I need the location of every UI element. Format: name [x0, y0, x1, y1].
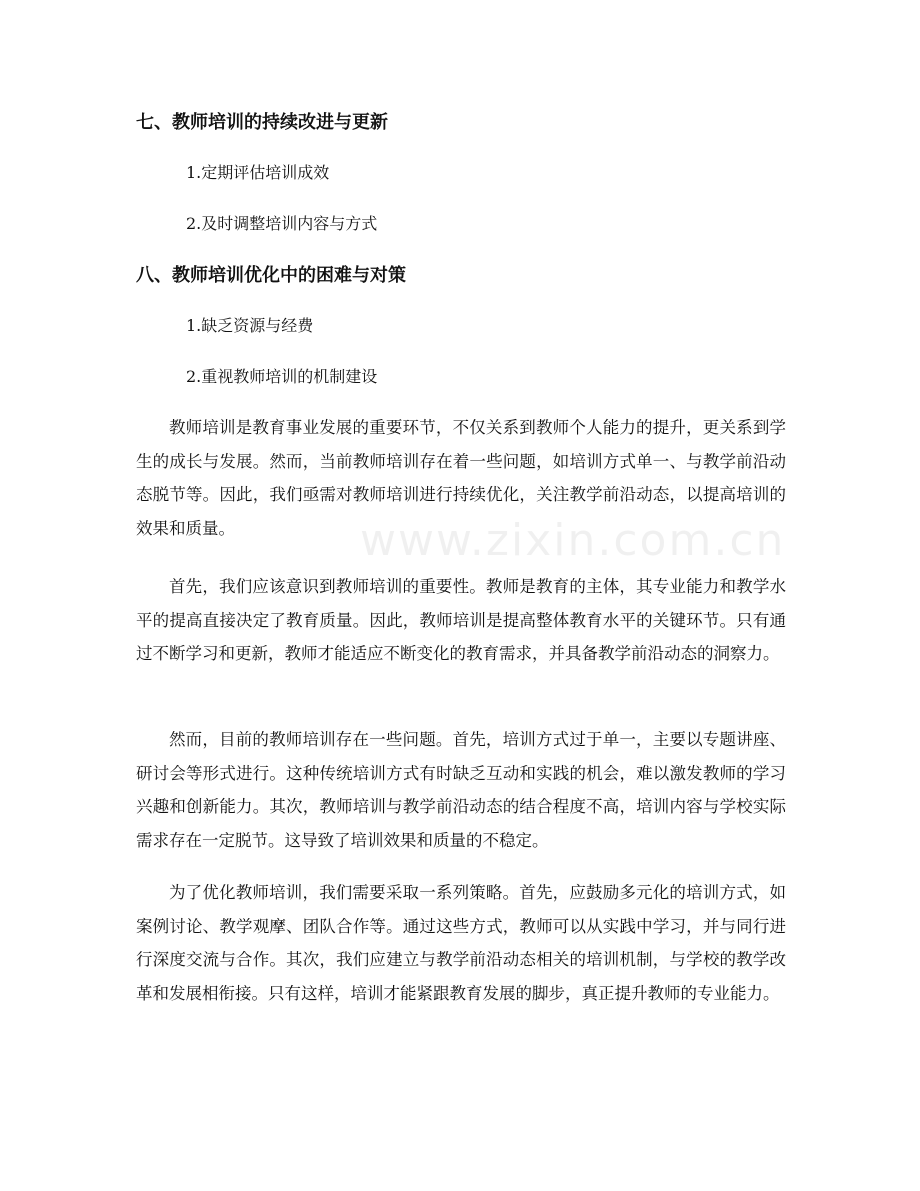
body-paragraph-4: 为了优化教师培训，我们需要采取一系列策略。首先，应鼓励多元化的培训方式，如案例讨论、教学观摩、团队合作等。通过这些方式，教师可以从实践中学习，并与同行进行深度交流与合作。其次，我们应建立与教学前沿动态相关的培训机制，与学校的教学改革和发展相衔接。只有这样，培训才能紧跟教育发展的脚步，真正提升教师的专业能力。: [136, 883, 786, 1003]
body-paragraph-3: 然而，目前的教师培训存在一些问题。首先，培训方式过于单一，主要以专题讲座、研讨会等形式进行。这种传统培训方式有时缺乏互动和实践的机会，难以激发教师的学习兴趣和创新能力。其次，教师培训与教学前沿动态的结合程度不高，培训内容与学校实际需求存在一定脱节。这导致了培训效果和质量的不稳定。: [136, 730, 786, 850]
section-7-item-1: 1.定期评估培训成效: [186, 163, 330, 182]
watermark-text: www.zixin.com.cn: [360, 515, 786, 566]
body-paragraph-1: 教师培训是教育事业发展的重要环节，不仅关系到教师个人能力的提升，更关系到学生的成长与发展。然而，当前教师培训存在着一些问题，如培训方式单一、与教学前沿动态脱节等。因此，我们亟需对教师培训进行持续优化，关注教学前沿动态，以提高培训的效果和质量。: [136, 418, 786, 538]
section-8-item-1: 1.缺乏资源与经费: [186, 316, 314, 335]
body-paragraph-2: 首先，我们应该意识到教师培训的重要性。教师是教育的主体，其专业能力和教学水平的提高直接决定了教育质量。因此，教师培训是提高整体教育水平的关键环节。只有通过不断学习和更新，教师才能适应不断变化的教育需求，并具备教学前沿动态的洞察力。: [136, 577, 786, 663]
section-heading-7: 七、教师培训的持续改进与更新: [136, 112, 388, 133]
section-heading-8: 八、教师培训优化中的困难与对策: [136, 265, 406, 286]
section-7-item-2: 2.及时调整培训内容与方式: [186, 214, 378, 233]
section-8-item-2: 2.重视教师培训的机制建设: [186, 367, 378, 386]
